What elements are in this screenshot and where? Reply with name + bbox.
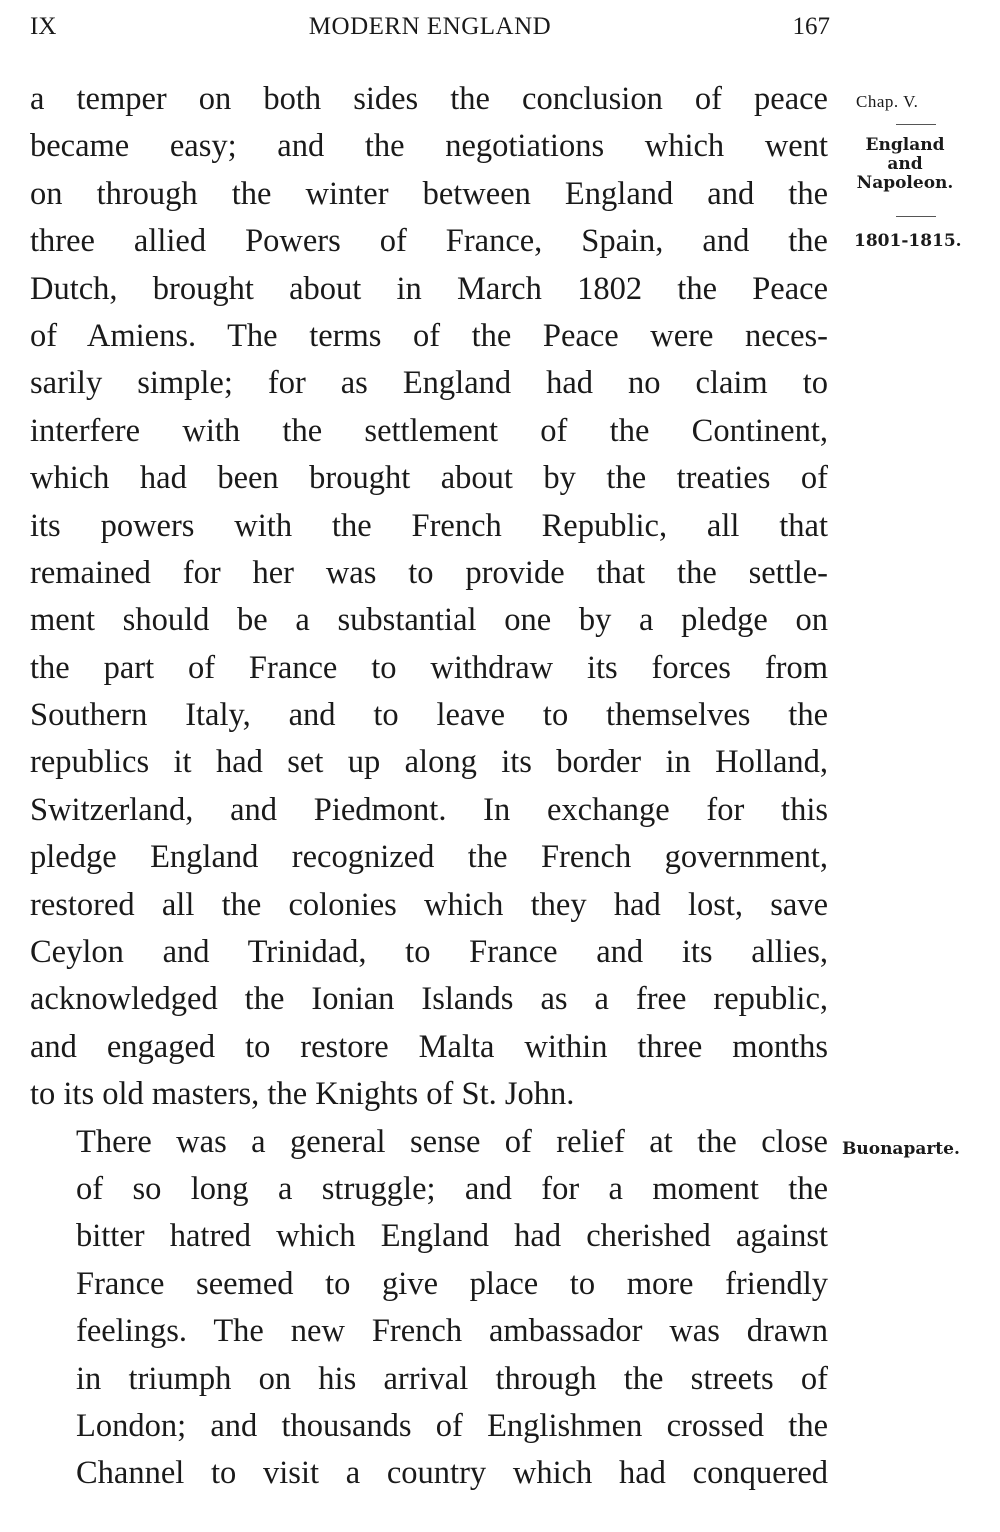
page-number: 167 [792,13,830,40]
text-line: Dutch, brought about in March 1802 the Peace [30,270,828,307]
text-line: of so long a struggle; and for a moment the [76,1170,828,1207]
paragraph-1 [30,76,828,1119]
running-title: MODERN ENGLAND [308,13,552,40]
text-line: in triumph on his arrival through the streets of [76,1360,828,1397]
text-line: and engaged to restore Malta within three months [30,1028,828,1065]
text-line: became easy; and the negotiations which went [30,128,828,165]
margin-divider [896,124,936,125]
text-line: feelings. The new French ambassador was drawn [76,1313,828,1350]
text-line: pledge England recognized the French government, [30,839,828,876]
text-line: remained for her was to provide that the settle- [30,554,828,591]
text-line: republics it had set up along its border in Holland, [30,744,828,781]
text-line: the part of France to withdraw its forces from [30,649,828,686]
margin-topic [840,136,970,193]
margin-topic-line: England [865,135,945,155]
margin-topic-line: and [887,154,923,174]
text-line: which had been brought about by the treaties of [30,460,828,497]
margin-chapter-ref: Chap. V. [856,92,919,111]
marginalia [840,0,990,1532]
text-line: to its old masters, the Knights of St. John. [30,1076,575,1113]
running-header [30,10,830,44]
text-line: There was a general sense of relief at the close [76,1123,828,1160]
text-line: London; and thousands of Englishmen crossed the [76,1407,828,1444]
margin-topic-line: Napoleon. [856,173,954,193]
text-line: sarily simple; for as England had no claim to [30,365,828,402]
text-line: acknowledged the Ionian Islands as a free republic, [30,981,828,1018]
text-line: Ceylon and Trinidad, to France and its allies, [30,934,828,971]
text-line: France seemed to give place to more friendly [76,1265,828,1302]
text-line: restored all the colonies which they had lost, save [30,886,828,923]
text-line: a temper on both sides the conclusion of peace [30,81,828,117]
text-line: of Amiens. The terms of the Peace were neces- [30,317,828,354]
text-line: Southern Italy, and to leave to themselves the [30,697,828,734]
chapter-numeral: IX [30,13,57,40]
text-line: interfere with the settlement of the Continent, [30,412,828,449]
text-line: bitter hatred which England had cherished against [76,1218,828,1255]
margin-years: 1801-1815. [854,231,962,251]
text-line: on through the winter between England and the [30,175,828,212]
text-line: three allied Powers of France, Spain, and the [30,223,828,260]
main-text [30,76,828,1498]
margin-side-note: Buonaparte. [842,1139,960,1159]
text-line: ment should be a substantial one by a pledge on [30,602,828,639]
text-line: Channel to visit a country which had conquered [76,1455,828,1492]
margin-divider [896,216,936,217]
paragraph-2 [30,1119,828,1498]
text-line: Switzerland, and Piedmont. In exchange for this [30,791,828,828]
text-line: its powers with the French Republic, all that [30,507,828,544]
